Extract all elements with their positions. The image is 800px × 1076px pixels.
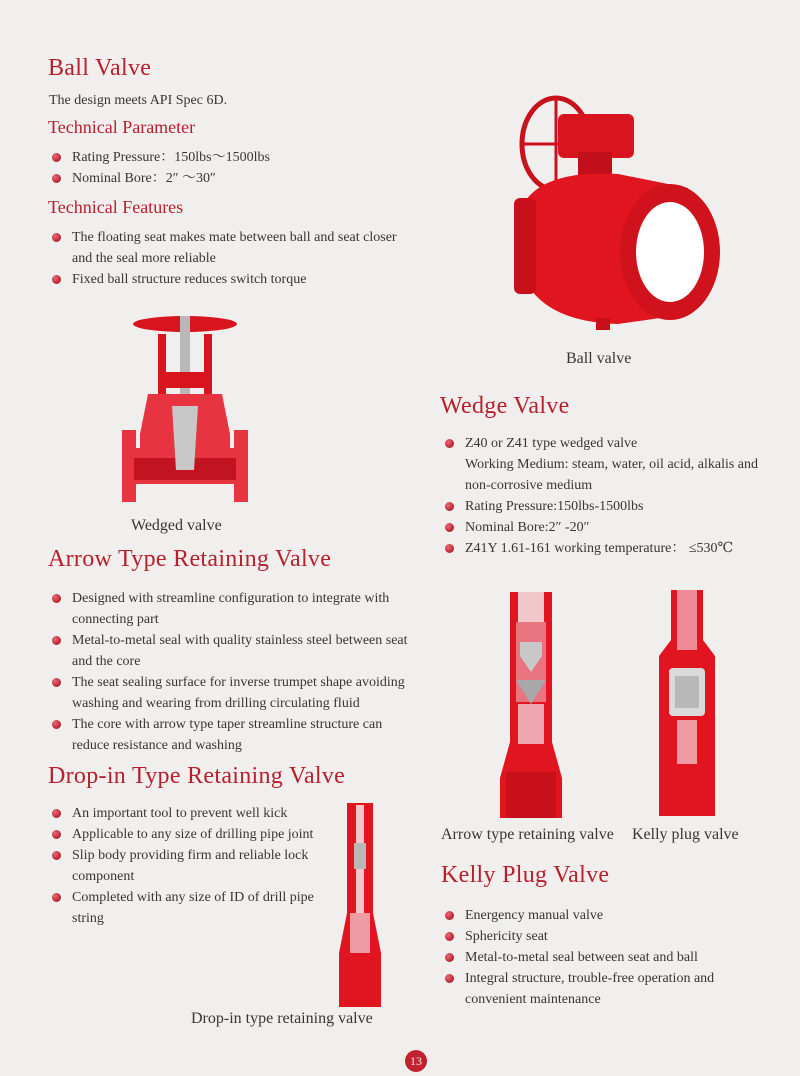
- wedge-valve-list: [441, 433, 779, 559]
- ball-valve-title: Ball Valve: [48, 55, 152, 81]
- arrow-valve-caption: Arrow type retaining valve: [441, 826, 614, 843]
- list-item: Metal-to-metal seal with quality stainless steel between seat and the core: [48, 630, 408, 672]
- list-item: Completed with any size of ID of drill pipe string: [48, 887, 316, 929]
- arrow-valve-list: [48, 588, 408, 756]
- list-item: Designed with streamline configuration to integrate with connecting part: [48, 588, 408, 630]
- technical-features-heading: Technical Features: [48, 197, 184, 217]
- list-item: The core with arrow type taper streamline structure can reduce resistance and washing: [48, 714, 408, 756]
- dropin-valve-caption: Drop-in type retaining valve: [191, 1010, 373, 1027]
- technical-features-list: [48, 227, 408, 290]
- list-item: Rating Pressure：150lbs～1500lbs: [48, 147, 378, 168]
- dropin-valve-title: Drop-in Type Retaining Valve: [48, 763, 346, 789]
- kelly-valve-title: Kelly Plug Valve: [441, 862, 610, 888]
- technical-parameter-heading: Technical Parameter: [48, 117, 196, 137]
- list-item: An important tool to prevent well kick: [48, 803, 316, 824]
- dropin-valve-list: [48, 803, 316, 929]
- list-item-line: Working Medium: steam, water, oil acid, alkalis and non-corrosive medium: [465, 457, 759, 493]
- page-number: 13: [405, 1050, 427, 1072]
- technical-parameter-list: [48, 147, 378, 189]
- list-item: Integral structure, trouble-free operation and convenient maintenance: [441, 968, 779, 1010]
- list-item-line: Z40 or Z41 type wedged valve: [465, 436, 638, 451]
- kelly-valve-list: [441, 905, 779, 1010]
- list-item: Nominal Bore:2″ -20″: [441, 517, 779, 538]
- list-item: Sphericity seat: [441, 926, 779, 947]
- wedged-valve-caption: Wedged valve: [131, 517, 222, 534]
- list-item: Applicable to any size of drilling pipe joint: [48, 824, 316, 845]
- list-item: [441, 433, 779, 496]
- list-item: Fixed ball structure reduces switch torque: [48, 269, 408, 290]
- kelly-valve-caption: Kelly plug valve: [632, 826, 739, 843]
- wedged-valve-image: [122, 312, 248, 510]
- kelly-valve-image: [655, 590, 719, 816]
- list-item: Slip body providing firm and reliable lock component: [48, 845, 316, 887]
- arrow-valve-title: Arrow Type Retaining Valve: [48, 546, 332, 572]
- ball-valve-caption: Ball valve: [566, 350, 632, 367]
- list-item: Rating Pressure:150lbs-1500lbs: [441, 496, 779, 517]
- list-item: Metal-to-metal seal between seat and ball: [441, 947, 779, 968]
- arrow-valve-image: [496, 592, 566, 818]
- ball-valve-intro: The design meets API Spec 6D.: [49, 93, 228, 108]
- list-item: Z41Y 1.61-161 working temperature： ≤530℃: [441, 538, 779, 559]
- list-item: The floating seat makes mate between ball and seat closer and the seal more reliable: [48, 227, 408, 269]
- list-item: Nominal Bore：2″ ～30″: [48, 168, 378, 189]
- list-item: Energency manual valve: [441, 905, 779, 926]
- list-item: The seat sealing surface for inverse trumpet shape avoiding washing and wearing from drilling circulating fluid: [48, 672, 408, 714]
- ball-valve-image: [508, 92, 726, 332]
- wedge-valve-title: Wedge Valve: [440, 393, 570, 419]
- dropin-valve-image: [337, 803, 383, 1007]
